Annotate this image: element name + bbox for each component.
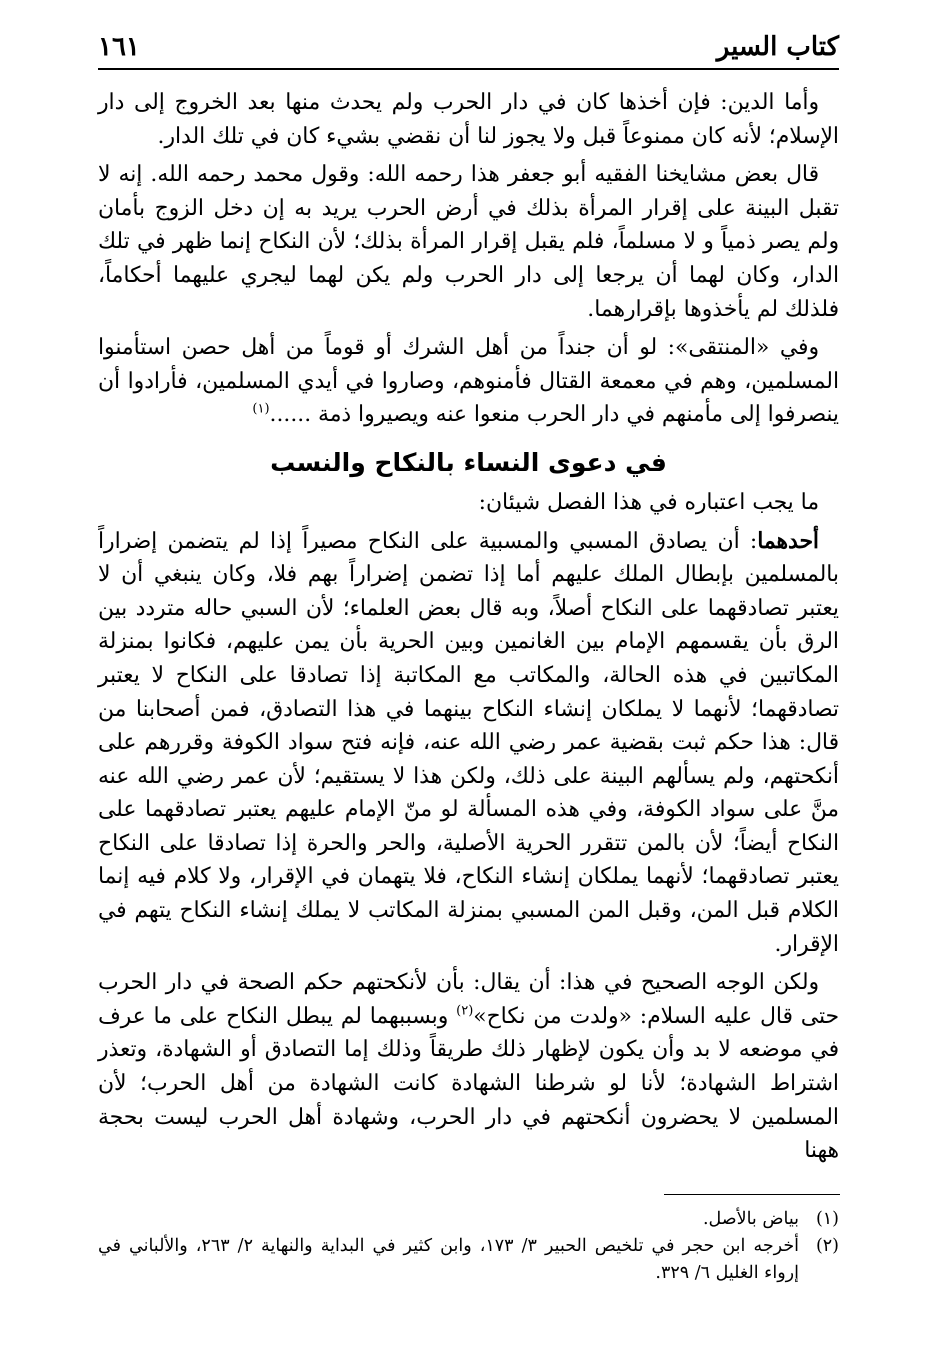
footnote-2 [98,1233,839,1287]
footnote-ref-2: (٢) [456,1003,474,1019]
paragraph-5 [98,525,839,962]
footnote-number: (٢) [815,1236,839,1256]
paragraph-3-text: وفي «المنتقى»: لو أن جنداً من أهل الشرك أو قوماً من أهل حصن استأمنوا المسلمين، وهم في معمعة القتال فأمنوهم، وصاروا في أيدي المسلمين، فأرادوا أن ينصرفوا إلى مأمنهم في دار الحرب منعوا عنه ويصيروا ذمة ...... [98,335,839,428]
paragraph-5-text: : أن يصادق المسبي والمسبية على النكاح مصيراً إذا لم يتضمن إضراراً بالمسلمين بإبطال الملك عليهم أما إذا تضمن إضراراً بهم فلا، وكان ينبغي أن لا يعتبر تصادقهما على النكاح أصلاً، وبه قال بعض العلماء؛ لأن السبي حاله متردد بين الرق بأن يقسمهم الإمام بين الغانمين وبين الحرية بأن يمن عليهم، فكانوا بمنزلة المكاتبين في هذه الحالة، والمكاتب مع المكاتبة إذا تصادقا على النكاح لا يعتبر تصادقهما؛ لأنهما لا يملكان إنشاء النكاح بينهما في هذا التصادق، فمن أصحابنا من قال: هذا حكم ثبت بقضية عمر رضي الله عنه، فإنه فتح سواد الكوفة وقررهم على أنكحتهم، ولم يسألهم البينة على ذلك، ولكن هذا لا يستقيم؛ لأن عمر رضي الله عنه منَّ على سواد الكوفة، وفي هذه المسألة لو منّ الإمام عليهم يعتبر تصادقهما على النكاح أيضاً؛ لأن بالمن تتقرر الحرية الأصلية، والحر والحرة إذا تصادقا على النكاح يعتبر تصادقهما؛ لأنهما يملكان إنشاء النكاح، فلا يتهمان في الإقرار، ولا كلام فيه إنما الكلام قبل المن، وقبل المن المسبي بمنزلة المكاتب لا يملك إنشاء النكاح يتهم في الإقرار. [98,528,839,957]
keyword-first: أحدهما [757,528,819,554]
chapter-title: كتاب السير [716,32,839,62]
paragraph-4: ما يجب اعتباره في هذا الفصل شيئان: [478,489,819,515]
footnote-number: (١) [815,1209,839,1229]
page-number: ١٦١ [98,32,140,62]
paragraph-2: قال بعض مشايخنا الفقيه أبو جعفر هذا رحمه الله: وقول محمد رحمه الله. إنه لا تقبل البينة على إقرار المرأة بذلك في أرض الحرب يريد به إن دخل الزوج بأمان ولم يصر ذمياً و لا مسلماً، فلم يقبل إقرار المرأة بذلك؛ لأن النكاح إنما ظهر في تلك الدار، وكان لهما أن يرجعا إلى دار الحرب ولم يكن لهما ليجري عليهما أحكاماً، فلذلك لم يأخذوها بإقرارهما. [98,162,839,322]
paragraph-6-text-b: وبسببهما لم يبطل النكاح على ما عرف في موضعه لا بد وأن يكون لإظهار ذلك طريقاً وذلك إما التصادق أو الشهادة، وتعذر اشتراط الشهادة؛ لأنا لو شرطنا الشهادة كانت الشهادة من أهل الحرب؛ لأن المسلمين لا يحضرون أنكحتهم في دار الحرب، وشهادة أهل الحرب ليست بحجة ههنا [98,1003,839,1164]
footnote-text: بياض بالأصل. [702,1209,799,1229]
footnotes [98,1206,839,1287]
main-text [98,86,839,1168]
footnote-ref-1: (١) [252,402,270,418]
section-heading: في دعوى النساء بالنكاح والنسب [270,447,667,477]
footnote-text: أخرجه ابن حجر في تلخيص الحبير ٣/ ١٧٣، وابن كثير في البداية والنهاية ٢/ ٢٦٣، والألباني في إرواء الغليل ٦/ ٣٢٩. [98,1236,800,1283]
footnote-1 [98,1206,839,1233]
paragraph-6 [98,966,839,1168]
paragraph-6-text-a: ولكن الوجه الصحيح في هذا: أن يقال: بأن لأنكحتهم حكم الصحة في دار الحرب حتى قال عليه السلام: «ولدت من نكاح» [98,970,839,1029]
paragraph-1: وأما الدين: فإن أخذها كان في دار الحرب ولم يحدث منها بعد الخروج إلى دار الإسلام؛ لأنه كان ممنوعاً قبل ولا يجوز لنا أن نقضي بشيء كان في تلك الدار. [98,90,839,149]
page-header [98,28,839,70]
paragraph-3 [98,331,839,432]
footnote-divider [664,1194,840,1195]
